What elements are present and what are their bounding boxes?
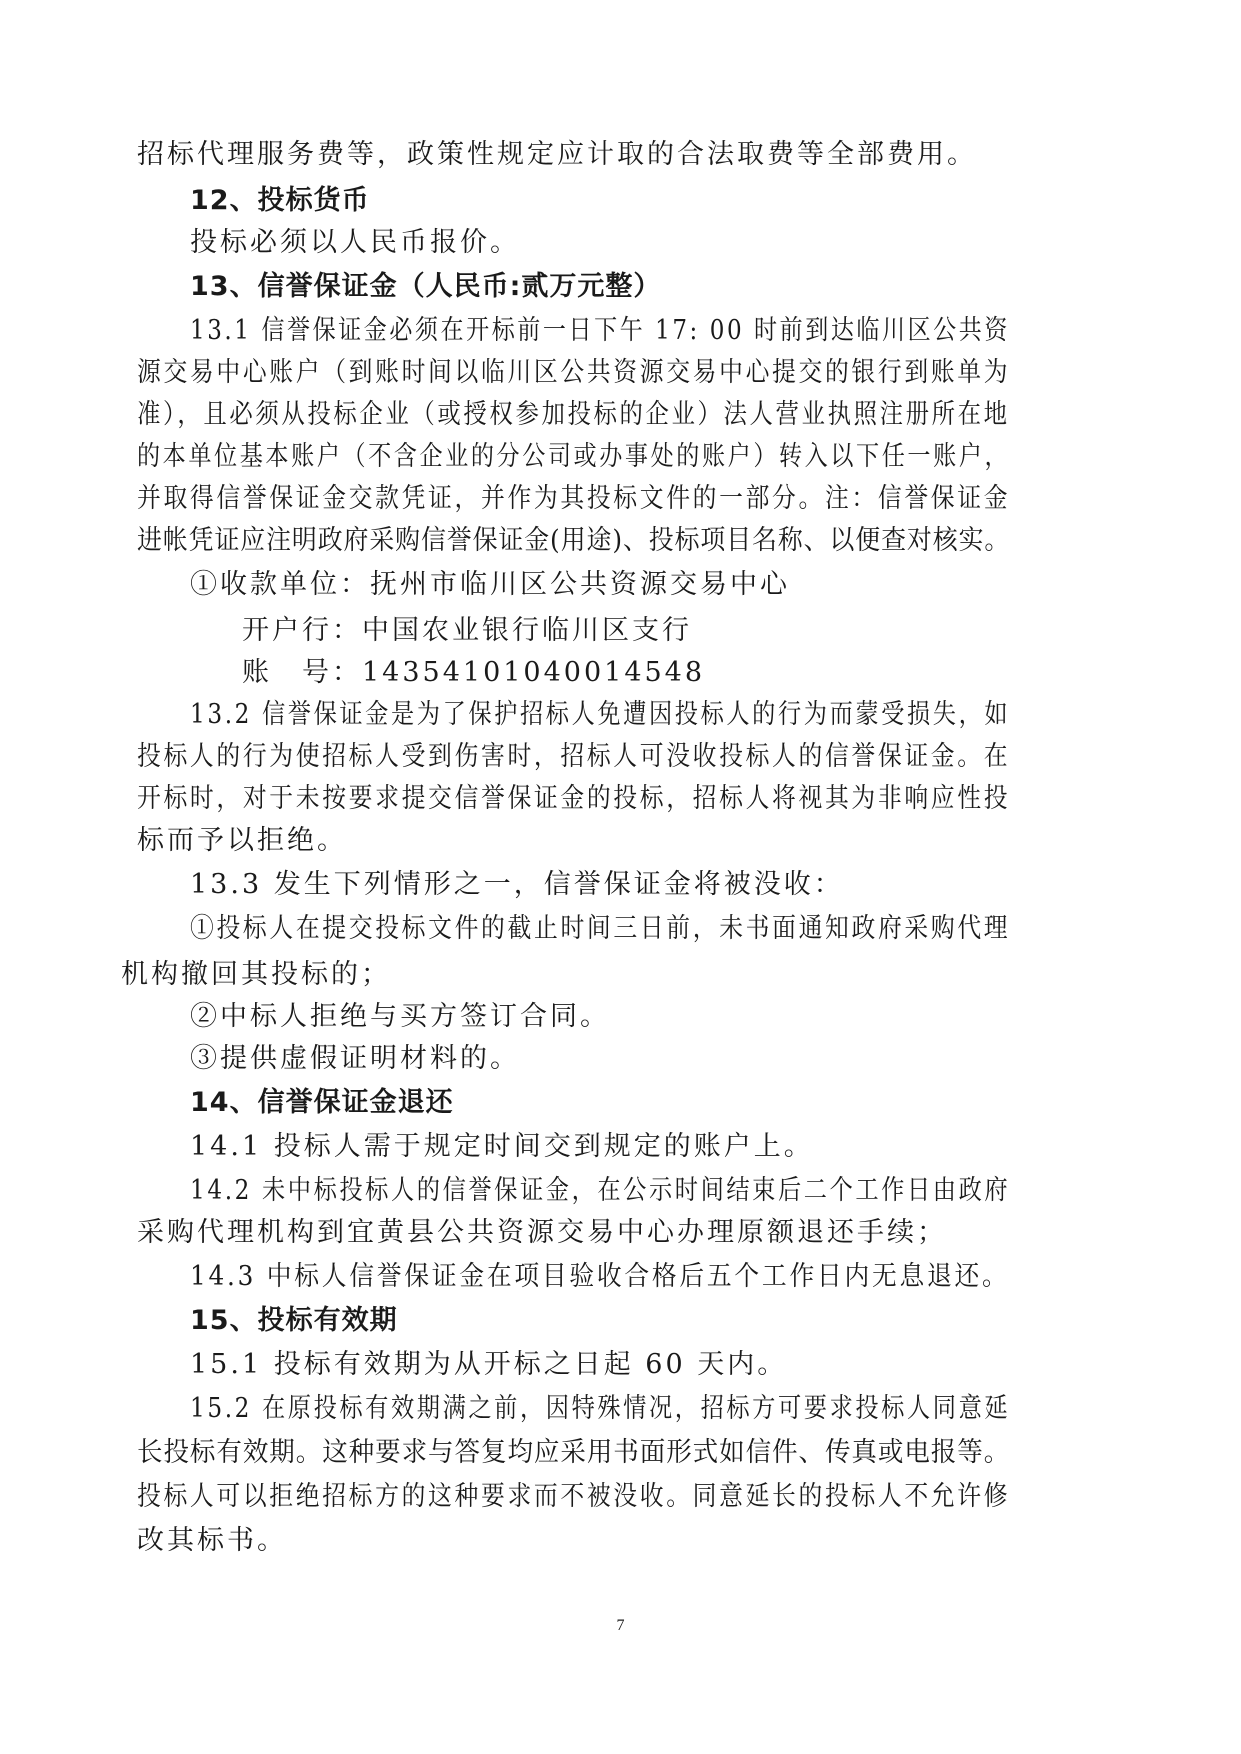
paragraph-line: 采购代理机构到宜黄县公共资源交易中心办理原额退还手续； [137, 1217, 947, 1248]
paragraph-line: 13.3 发生下列情形之一，信誉保证金将被没收： [190, 869, 844, 900]
page-number: 7 [616, 1617, 625, 1634]
paragraph-line: 14.1 投标人需于规定时间交到规定的账户上。 [190, 1131, 814, 1162]
paragraph-line: 投标人的行为使招标人受到伤害时，招标人可没收投标人的信誉保证金。在 [137, 741, 1011, 772]
paragraph-line: ②中标人拒绝与买方签订合同。 [190, 1001, 610, 1032]
paragraph-line: 源交易中心账户（到账时间以临川区公共资源交易中心提交的银行到账单为 [137, 357, 1011, 388]
paragraph-line: ①收款单位：抚州市临川区公共资源交易中心 [190, 569, 790, 600]
paragraph-line: 进帐凭证应注明政府采购信誉保证金(用途)、投标项目名称、以便查对核实。 [137, 525, 1011, 556]
paragraph-line: ③提供虚假证明材料的。 [190, 1043, 520, 1074]
section-heading-13: 13、信誉保证金（人民币:贰万元整） [190, 271, 662, 302]
paragraph-line: 15.1 投标有效期为从开标之日起 60 天内。 [190, 1349, 788, 1380]
section-heading-12: 12、投标货币 [190, 185, 370, 216]
paragraph-line: 的本单位基本账户（不含企业的分公司或办事处的账户）转入以下任一账户， [137, 441, 1011, 472]
paragraph-line: 投标必须以人民币报价。 [190, 227, 520, 258]
paragraph-line: 长投标有效期。这种要求与答复均应采用书面形式如信件、传真或电报等。 [137, 1437, 1011, 1468]
bank-name-line: 开户行：中国农业银行临川区支行 [242, 615, 692, 646]
paragraph-line: 标而予以拒绝。 [137, 825, 347, 856]
paragraph-line: 15.2 在原投标有效期满之前，因特殊情况，招标方可要求投标人同意延 [190, 1393, 1011, 1424]
paragraph-line: 开标时，对于未按要求提交信誉保证金的投标，招标人将视其为非响应性投 [137, 783, 1011, 814]
paragraph-line: 13.1 信誉保证金必须在开标前一日下午 17: 00 时前到达临川区公共资 [190, 315, 1010, 346]
paragraph-line: 14.3 中标人信誉保证金在项目验收合格后五个工作日内无息退还。 [190, 1261, 1010, 1292]
paragraph-line: 招标代理服务费等，政策性规定应计取的合法取费等全部费用。 [137, 139, 977, 170]
section-heading-15: 15、投标有效期 [190, 1305, 398, 1336]
paragraph-line: 准），且必须从投标企业（或授权参加投标的企业）法人营业执照注册所在地 [137, 399, 1010, 430]
paragraph-line: 机构撤回其投标的； [121, 959, 391, 990]
paragraph-line: 投标人可以拒绝招标方的这种要求而不被没收。同意延长的投标人不允许修 [137, 1481, 1011, 1512]
paragraph-line: 14.2 未中标投标人的信誉保证金，在公示时间结束后二个工作日由政府 [190, 1175, 1011, 1206]
paragraph-line: 13.2 信誉保证金是为了保护招标人免遭因投标人的行为而蒙受损失，如 [190, 699, 1011, 730]
account-number-line: 账 号：14354101040014548 [242, 657, 706, 688]
paragraph-line: 改其标书。 [137, 1525, 287, 1556]
paragraph-line: ①投标人在提交投标文件的截止时间三日前，未书面通知政府采购代理 [190, 913, 1011, 944]
paragraph-line: 并取得信誉保证金交款凭证，并作为其投标文件的一部分。注：信誉保证金 [137, 483, 1011, 514]
section-heading-14: 14、信誉保证金退还 [190, 1087, 454, 1118]
